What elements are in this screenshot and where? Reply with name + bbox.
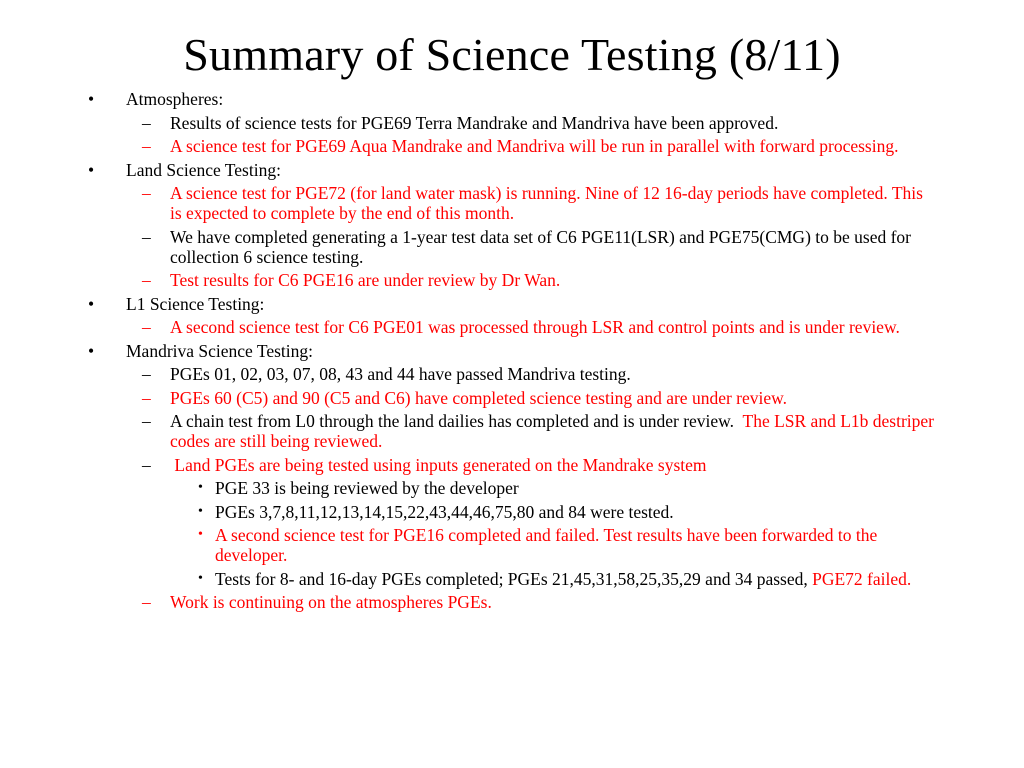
bullet-marker: • — [88, 89, 95, 109]
bullet-label: Mandriva Science Testing: — [126, 340, 314, 361]
list-item-text: We have completed generating a 1-year test data set of C6 PGE11(LSR) and PGE75(CMG) to be used for collection 6 science testing. — [170, 226, 912, 267]
bullet-label: L1 Science Testing: — [126, 293, 265, 314]
dash-marker: – — [142, 411, 151, 431]
list-item-text: PGEs 60 (C5) and 90 (C5 and C6) have completed science testing and are under review. — [170, 387, 788, 408]
list-item — [0, 364, 1024, 384]
list-item — [0, 455, 1024, 475]
sub-list-item-text — [215, 569, 937, 589]
sub-list-item-text: PGEs 3,7,8,11,12,13,14,15,22,43,44,46,75,80 and 84 were tested. — [215, 501, 674, 522]
bullet-marker: • — [88, 293, 95, 314]
dash-marker: – — [142, 270, 151, 290]
list-item-text: Results of science tests for PGE69 Terra Mandrake and Mandriva have been approved. — [170, 112, 779, 133]
sub-list-item — [0, 525, 1024, 565]
list-item-text: A science test for PGE69 Aqua Mandrake and Mandriva will be run in parallel with forward processing. — [170, 136, 899, 156]
bullet-marker: • — [198, 570, 203, 586]
dash-marker: – — [142, 592, 151, 612]
dash-marker: – — [142, 364, 151, 384]
bullet-l1-science — [0, 294, 1024, 314]
sub-list-item-text: PGE 33 is being reviewed by the developer — [215, 478, 519, 498]
list-item — [0, 227, 1024, 267]
bullet-label: Land Science Testing: — [126, 159, 281, 180]
bullet-marker: • — [198, 527, 203, 542]
sub-list-item — [0, 502, 1024, 522]
list-item — [0, 592, 1024, 612]
land-pges-text: Land PGEs are being tested using inputs generated on the Mandrake system — [174, 454, 707, 475]
chain-test-text: A chain test from L0 through the land dailies has completed and is under review. — [170, 411, 735, 431]
dash-marker: – — [142, 454, 151, 475]
list-item-text: A science test for PGE72 (for land water mask) is running. Nine of 12 16-day periods have completed. This is expected to complete by the end of this month. — [170, 183, 923, 223]
bullet-marker: • — [88, 159, 95, 180]
page-title: Summary of Science Testing (8/11) — [183, 29, 841, 80]
bullet-label: Atmospheres: — [126, 89, 224, 109]
bullet-atmospheres — [0, 89, 1024, 109]
sub-list-item — [0, 478, 1024, 498]
list-item-text: Test results for C6 PGE16 are under review by Dr Wan. — [170, 270, 561, 290]
destriper-review-text: The LSR and L1b destriper codes are still being reviewed. — [170, 411, 934, 451]
list-item-text: Work is continuing on the atmospheres PGEs. — [170, 592, 492, 612]
list-item-text: A second science test for C6 PGE01 was processed through LSR and control points and is under review. — [170, 317, 900, 337]
list-item-text — [170, 411, 938, 451]
pge-tests-passed-text: Tests for 8- and 16-day PGEs completed; PGEs 21,45,31,58,25,35,29 and 34 passed, — [215, 568, 808, 589]
dash-marker: – — [142, 387, 151, 408]
dash-marker: – — [142, 136, 151, 156]
list-item — [0, 183, 1024, 223]
pge72-failed-text: PGE72 failed. — [812, 568, 912, 589]
dash-marker: – — [142, 183, 151, 203]
list-item — [0, 136, 1024, 156]
bullet-marker: • — [198, 503, 203, 519]
bullet-marker: • — [198, 480, 203, 495]
dash-marker: – — [142, 317, 151, 337]
list-item — [0, 388, 1024, 408]
list-item-text — [170, 455, 938, 475]
bullet-mandriva-science — [0, 341, 1024, 361]
bullet-marker: • — [88, 340, 95, 361]
list-item — [0, 317, 1024, 337]
sub-list-item — [0, 569, 1024, 589]
list-item — [0, 113, 1024, 133]
slide-body — [0, 89, 1024, 616]
dash-marker: – — [142, 112, 151, 133]
list-item — [0, 411, 1024, 451]
sub-list-item-text: A second science test for PGE16 completed and failed. Test results have been forwarded to the developer. — [215, 525, 878, 565]
bullet-land-science — [0, 160, 1024, 180]
list-item — [0, 270, 1024, 290]
dash-marker: – — [142, 226, 151, 247]
list-item-text: PGEs 01, 02, 03, 07, 08, 43 and 44 have passed Mandriva testing. — [170, 364, 631, 384]
